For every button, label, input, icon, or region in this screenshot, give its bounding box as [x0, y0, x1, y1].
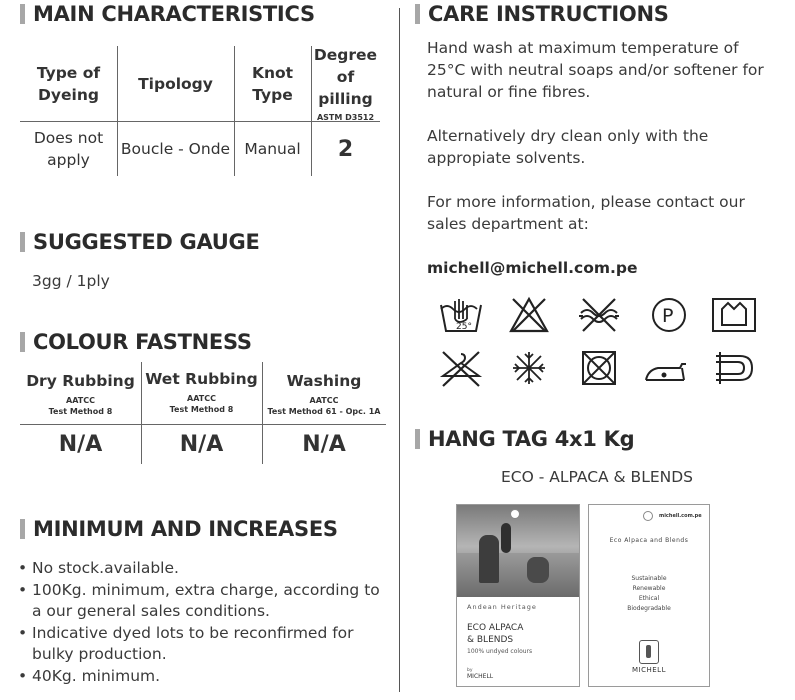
care-paragraph-contact: For more information, please contact our sales department at: [427, 193, 745, 233]
heading-text: SUGGESTED GAUGE [33, 230, 260, 254]
value-knot [234, 122, 311, 176]
heading-text: MAIN CHARACTERISTICS [33, 2, 315, 26]
header-tipology-text: Tipology [138, 74, 213, 93]
colour-fastness-heading [20, 330, 252, 354]
list-item: • 40Kg. minimum. [18, 666, 388, 688]
value-knot-text: Manual [244, 140, 301, 158]
tag-url: michell.com.pe [659, 513, 702, 519]
tag-hole [643, 511, 653, 521]
value-dyeing [20, 122, 117, 176]
heading-bar [20, 4, 25, 24]
do-not-hang-dry-icon [437, 348, 485, 388]
heading-bar [20, 232, 25, 252]
hang-tag-front [456, 504, 580, 687]
header-pilling-text: Degree of pilling [313, 46, 378, 108]
gauge-value: 3gg / 1ply [32, 272, 110, 290]
iron-low-icon [642, 348, 690, 388]
value-tipology-text: Boucle - Onde [120, 140, 231, 158]
suggested-gauge-heading [20, 230, 260, 254]
tag-feature: Biodegradable [627, 605, 671, 612]
colour-fastness-table [20, 362, 386, 464]
do-not-bleach-icon [505, 295, 553, 335]
fastness-name: Dry Rubbing [26, 371, 135, 390]
value-pilling [311, 122, 380, 176]
header-dyeing-text: Type of Dyeing [36, 63, 101, 104]
tag-brand: MICHELL [467, 673, 494, 680]
fastness-name: Wet Rubbing [145, 370, 258, 388]
header-tipology [117, 46, 234, 121]
fastness-value-wet [141, 425, 262, 464]
fastness-value: N/A [302, 432, 346, 457]
alpaca-logo-icon [639, 640, 659, 664]
tag-feature: Sustainable [631, 575, 667, 582]
fastness-value-washing [262, 425, 386, 464]
tag-title: ECO ALPACA [467, 623, 524, 633]
tag-hole [510, 509, 520, 519]
header-pilling-standard: ASTM D3512 [316, 113, 375, 122]
alpaca-neck [501, 523, 511, 553]
fastness-header-wet [141, 362, 262, 424]
hand-wash-25-icon [437, 295, 485, 335]
heading-bar [415, 4, 420, 24]
svg-text:25°: 25° [456, 322, 472, 332]
logo-mark [646, 645, 651, 658]
fastness-header-dry [20, 362, 141, 424]
care-paragraph-wash: Hand wash at maximum temperature of 25°C with neutral soaps and/or softener for natural or fine fibres. [427, 39, 764, 101]
fastness-name: Washing [286, 371, 362, 390]
heading-bar [415, 429, 420, 449]
fastness-method: Test Method 8 [169, 405, 234, 414]
do-not-tumble-dry-icon [575, 348, 623, 388]
minimum-heading [20, 517, 338, 541]
tag-feature: Renewable [632, 585, 666, 592]
value-tipology [117, 122, 234, 176]
list-item: • Indicative dyed lots to be reconfirmed for bulky production. [18, 623, 388, 666]
care-paragraph-dryclean: Alternatively dry clean only with the appropiate solvents. [427, 127, 709, 167]
value-dyeing-text: Does not apply [33, 129, 104, 169]
heading-text: CARE INSTRUCTIONS [428, 2, 669, 26]
list-item: • 100Kg. minimum, extra charge, according to a our general sales conditions. [18, 580, 388, 623]
tag-features [589, 574, 709, 614]
dry-clean-p-icon [645, 295, 693, 335]
do-not-tumble-dry-cool-icon [505, 348, 553, 388]
do-not-dry-clean-tube-icon [710, 348, 758, 388]
tag-brand: MICHELL [632, 666, 666, 674]
alpaca-figure [479, 535, 499, 583]
fastness-value: N/A [58, 432, 103, 457]
dry-flat-icon [710, 295, 758, 335]
fastness-standard: AATCC [66, 395, 95, 405]
value-pilling-text: 2 [337, 136, 354, 162]
heading-text: HANG TAG 4x1 Kg [428, 427, 635, 451]
fastness-header-washing [262, 362, 386, 424]
characteristics-table [20, 46, 380, 176]
tag-note: 100% undyed colours [467, 648, 533, 655]
do-not-wring-icon [575, 295, 623, 335]
hang-tag-heading [415, 427, 634, 451]
heading-bar [20, 332, 25, 352]
tag-brand-by: by [467, 668, 473, 673]
fastness-standard: AATCC [187, 394, 216, 403]
header-knot-text: Knot Type [251, 63, 294, 104]
header-knot [234, 46, 311, 121]
fastness-value-dry [20, 425, 141, 464]
hang-tag-back [588, 504, 710, 687]
fastness-standard: AATCC [309, 395, 339, 405]
tag-title: & BLENDS [467, 635, 514, 645]
main-characteristics-heading [20, 2, 315, 26]
header-dyeing [20, 46, 117, 121]
list-item: • No stock.available. [18, 558, 388, 580]
column-divider [399, 8, 400, 692]
svg-text:P: P [662, 305, 674, 327]
minimum-list [18, 558, 388, 687]
heading-bar [20, 519, 25, 539]
tag-line: Andean Heritage [467, 603, 537, 611]
alpaca-figure [527, 557, 549, 583]
fastness-value: N/A [179, 432, 224, 457]
tag-feature: Ethical [638, 595, 660, 602]
heading-text: MINIMUM AND INCREASES [33, 517, 338, 541]
photo-ground [457, 553, 579, 597]
tag-title: Eco Alpaca and Blends [609, 537, 689, 544]
hang-tag-subtitle: ECO - ALPACA & BLENDS [501, 468, 693, 486]
care-instructions-heading [415, 2, 669, 26]
fastness-method: Test Method 8 [48, 406, 113, 416]
fastness-method: Test Method 61 - Opc. 1A [267, 406, 381, 416]
alpaca-photo [457, 505, 579, 597]
contact-email[interactable]: michell@michell.com.pe [427, 259, 638, 277]
header-pilling [311, 46, 380, 121]
heading-text: COLOUR FASTNESS [33, 330, 252, 354]
